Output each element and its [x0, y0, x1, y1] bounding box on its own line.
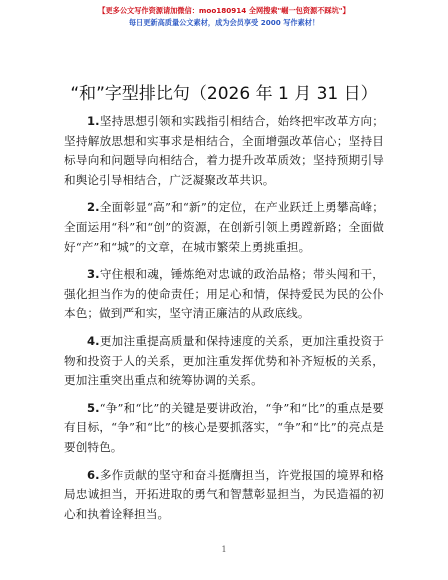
- paragraph-text: 多作贡献的坚守和奋斗挺膺担当，许党报国的境界和格局忠诚担当，开拓进取的勇气和智慧彰显担当，为民造福的初心和执着诠释担当。: [64, 467, 384, 521]
- paragraph-5: [64, 399, 384, 458]
- paragraph-text: “争”和“比”的关键是要讲政治，“争”和“比”的重点是要有目标，“争”和“比”的核心是要抓落实，“争”和“比”的亮点是要创特色。: [64, 400, 384, 454]
- paragraph-number: 2.: [87, 200, 100, 215]
- paragraph-1: [64, 112, 384, 190]
- paragraph-4: [64, 332, 384, 391]
- document-body: [64, 112, 384, 532]
- document-title: “和”字型排比句（2026 年 1 月 31 日）: [70, 84, 378, 104]
- paragraph-number: 4.: [87, 333, 100, 348]
- paragraph-text: 全面彰显“高”和“新”的定位，在产业跃迁上勇攀高峰；全面运用“科”和“创”的资源，在创新引领上勇蹚新路；全面做好“产”和“城”的文章，在城市繁荣上勇挑重担。: [64, 200, 384, 254]
- paragraph-number: 3.: [87, 267, 100, 282]
- promo-banner-line1: 【更多公文写作资源请加微信：moo180914 全网搜索"崛一包资源不踩坑"】: [98, 6, 350, 15]
- promo-banner-line2: 每日更新高质量公文素材，成为会员享受 2000 写作素材！: [128, 18, 320, 27]
- paragraph-text: 守住根和魂，锤炼绝对忠诚的政治品格；带头闯和干，强化担当作为的使命责任；用足心和情，保持爱民为民的公仆本色；做到严和实，坚守清正廉洁的从政底线。: [64, 267, 384, 321]
- paragraph-3: [64, 265, 384, 324]
- paragraph-6: [64, 466, 384, 525]
- promo-banner: [0, 5, 448, 29]
- paragraph-number: 1.: [87, 114, 100, 128]
- page-number: 1: [221, 545, 227, 554]
- paragraph-2: [64, 198, 384, 257]
- paragraph-text: 更加注重提高质量和保持速度的关系，更加注重投资于物和投资于人的关系，更加注重发挥优势和补齐短板的关系，更加注重突出重点和统筹协调的关系。: [64, 333, 384, 388]
- paragraph-text: 坚持思想引领和实践指引相结合，始终把牢改革方向；坚持解放思想和实事求是相结合，全面增强改革信心；坚持目标导向和问题导向相结合，着力提升改革质效；坚持预期引导和舆论引导相结合，广泛凝聚改革共识。: [64, 114, 384, 187]
- paragraph-number: 6.: [87, 467, 100, 482]
- paragraph-number: 5.: [87, 400, 100, 415]
